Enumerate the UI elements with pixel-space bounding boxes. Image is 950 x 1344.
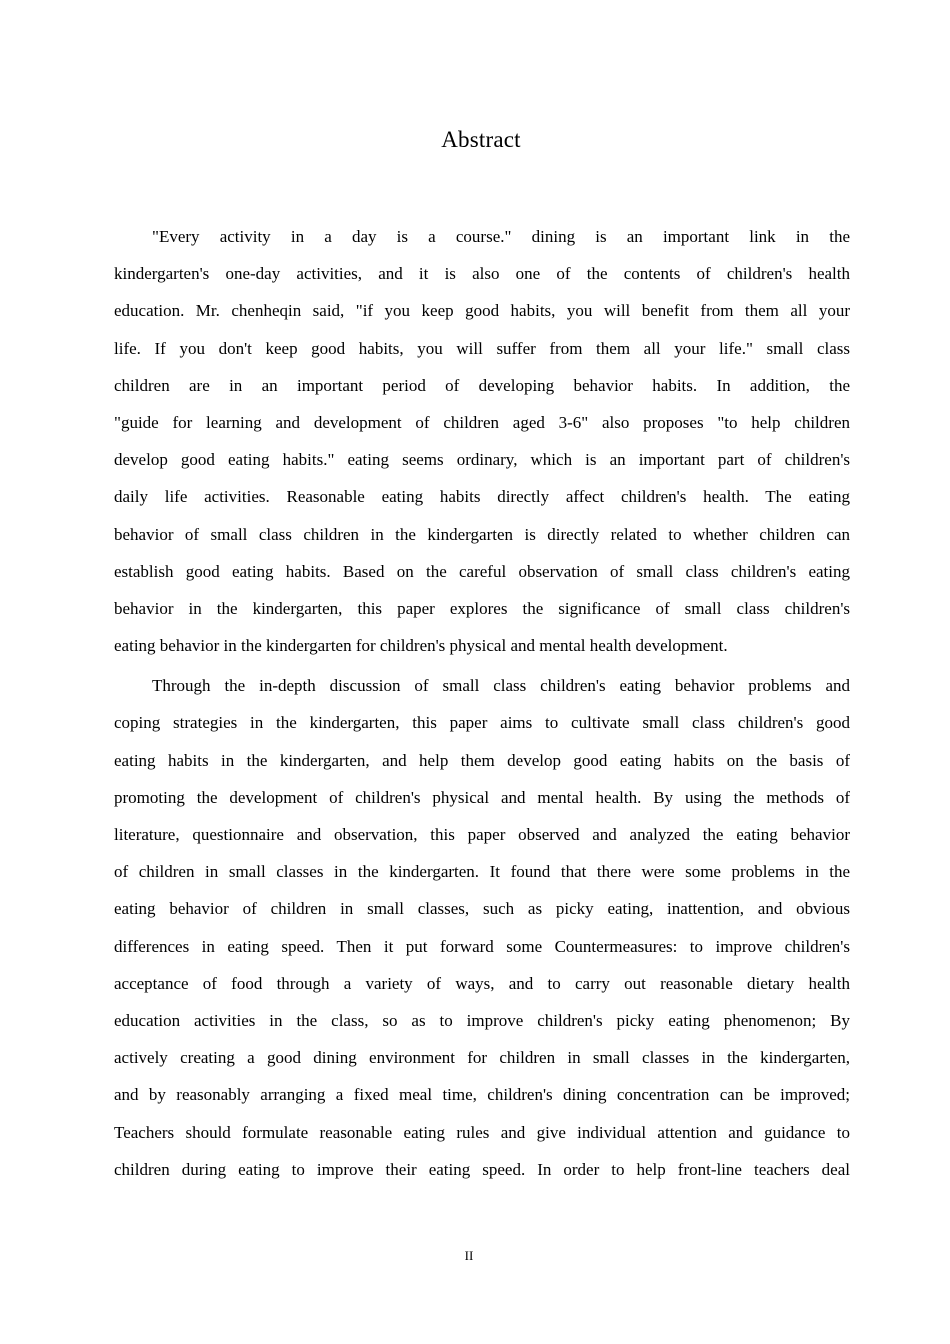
text-line: establish good eating habits. Based on the careful observation of small class children's eating bbox=[114, 561, 850, 581]
text-line: coping strategies in the kindergarten, this paper aims to cultivate small class children's good bbox=[114, 713, 850, 733]
text-line: actively creating a good dining environment for children in small classes in the kindergarten, bbox=[114, 1048, 850, 1068]
text-line: promoting the development of children's physical and mental health. By using the methods of bbox=[114, 787, 850, 807]
text-line: develop good eating habits." eating seems ordinary, which is an important part of children's bbox=[114, 450, 850, 470]
text-line: "guide for learning and development of children aged 3-6" also proposes "to help children bbox=[114, 412, 850, 432]
text-line: education. Mr. chenheqin said, "if you keep good habits, you will benefit from them all your bbox=[114, 301, 850, 321]
text-line: and by reasonably arranging a fixed meal time, children's dining concentration can be improved; bbox=[114, 1085, 850, 1105]
paragraph-1 bbox=[114, 223, 850, 669]
text-line: eating habits in the kindergarten, and help them develop good eating habits on the basis of bbox=[114, 750, 850, 770]
text-line: literature, questionnaire and observation, this paper observed and analyzed the eating behavior bbox=[114, 825, 850, 844]
text-line: behavior in the kindergarten, this paper explores the significance of small class children's bbox=[114, 598, 850, 618]
text-line: kindergarten's one-day activities, and it is also one of the contents of children's health bbox=[114, 264, 850, 284]
page-title: Abstract bbox=[441, 127, 521, 152]
text-line: behavior of small class children in the kindergarten is directly related to whether children can bbox=[114, 524, 850, 544]
text-line: Through the in-depth discussion of small class children's eating behavior problems and bbox=[152, 676, 850, 696]
text-line: life. If you don't keep good habits, you will suffer from them all your life." small class bbox=[114, 338, 850, 358]
text-line: eating behavior of children in small classes, such as picky eating, inattention, and obvious bbox=[114, 899, 850, 919]
text-line: daily life activities. Reasonable eating habits directly affect children's health. The eating bbox=[114, 487, 850, 507]
page-number: II bbox=[464, 1248, 474, 1263]
text-line: children during eating to improve their eating speed. In order to help front-line teachers deal bbox=[114, 1159, 850, 1179]
text-line: eating behavior in the kindergarten for children's physical and mental health development. bbox=[114, 636, 728, 656]
text-line: "Every activity in a day is a course." dining is an important link in the bbox=[152, 227, 850, 246]
text-line: acceptance of food through a variety of ways, and to carry out reasonable dietary health bbox=[114, 973, 850, 993]
text-line: Teachers should formulate reasonable eating rules and give individual attention and guidance to bbox=[114, 1122, 850, 1142]
text-line: of children in small classes in the kindergarten. It found that there were some problems in the bbox=[114, 862, 850, 882]
abstract-body bbox=[114, 223, 850, 1193]
text-line: children are in an important period of developing behavior habits. In addition, the bbox=[114, 375, 850, 395]
text-line: education activities in the class, so as to improve children's picky eating phenomenon; By bbox=[114, 1010, 850, 1030]
paragraph-2 bbox=[114, 672, 850, 1193]
text-line: differences in eating speed. Then it put forward some Countermeasures: to improve children's bbox=[114, 936, 850, 956]
